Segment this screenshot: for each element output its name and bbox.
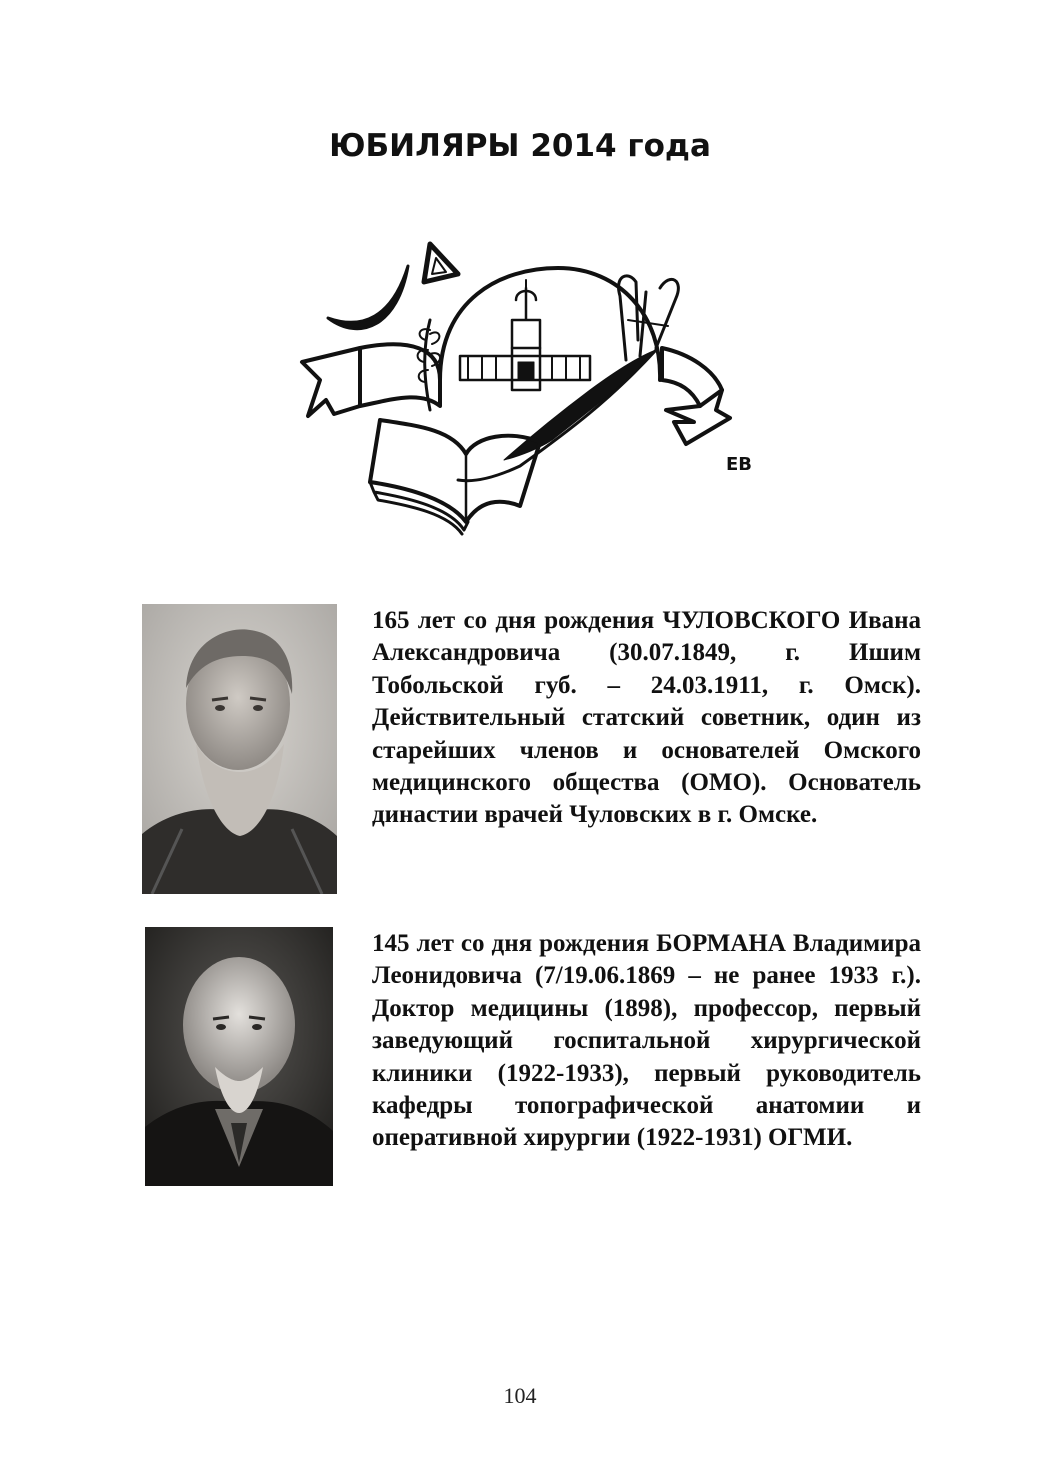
jubilee-emblem [290, 230, 760, 540]
page-number: 104 [503, 1383, 537, 1408]
emblem-monogram: ЕВ [726, 454, 753, 475]
page-title: ЮБИЛЯРЫ 2014 года [329, 128, 711, 164]
biography-text: 145 лет со дня рождения БОРМАНА Владимира Леонидовича (7/19.06.1869 – не ранее 1933 г.). Доктор медицины (1898), профессор, первый заведующий госпитальной хирургической клиники (1922-1933), первый руководитель кафедры топографической анатомии и оперативной хирургии (1922-1931) ОГМИ. [372, 930, 921, 1152]
portrait-photo [145, 927, 333, 1186]
portrait-photo [142, 604, 337, 894]
biography-text: 165 лет со дня рождения ЧУЛОВСКОГО Ивана Александровича (30.07.1849, г. Ишим Тобольской губ. – 24.03.1911, г. Омск). Действительный статский советник, один из старейших членов и основателей Омского медицинского общества (ОМО). Основатель династии врачей Чуловских в г. Омске. [372, 607, 921, 829]
